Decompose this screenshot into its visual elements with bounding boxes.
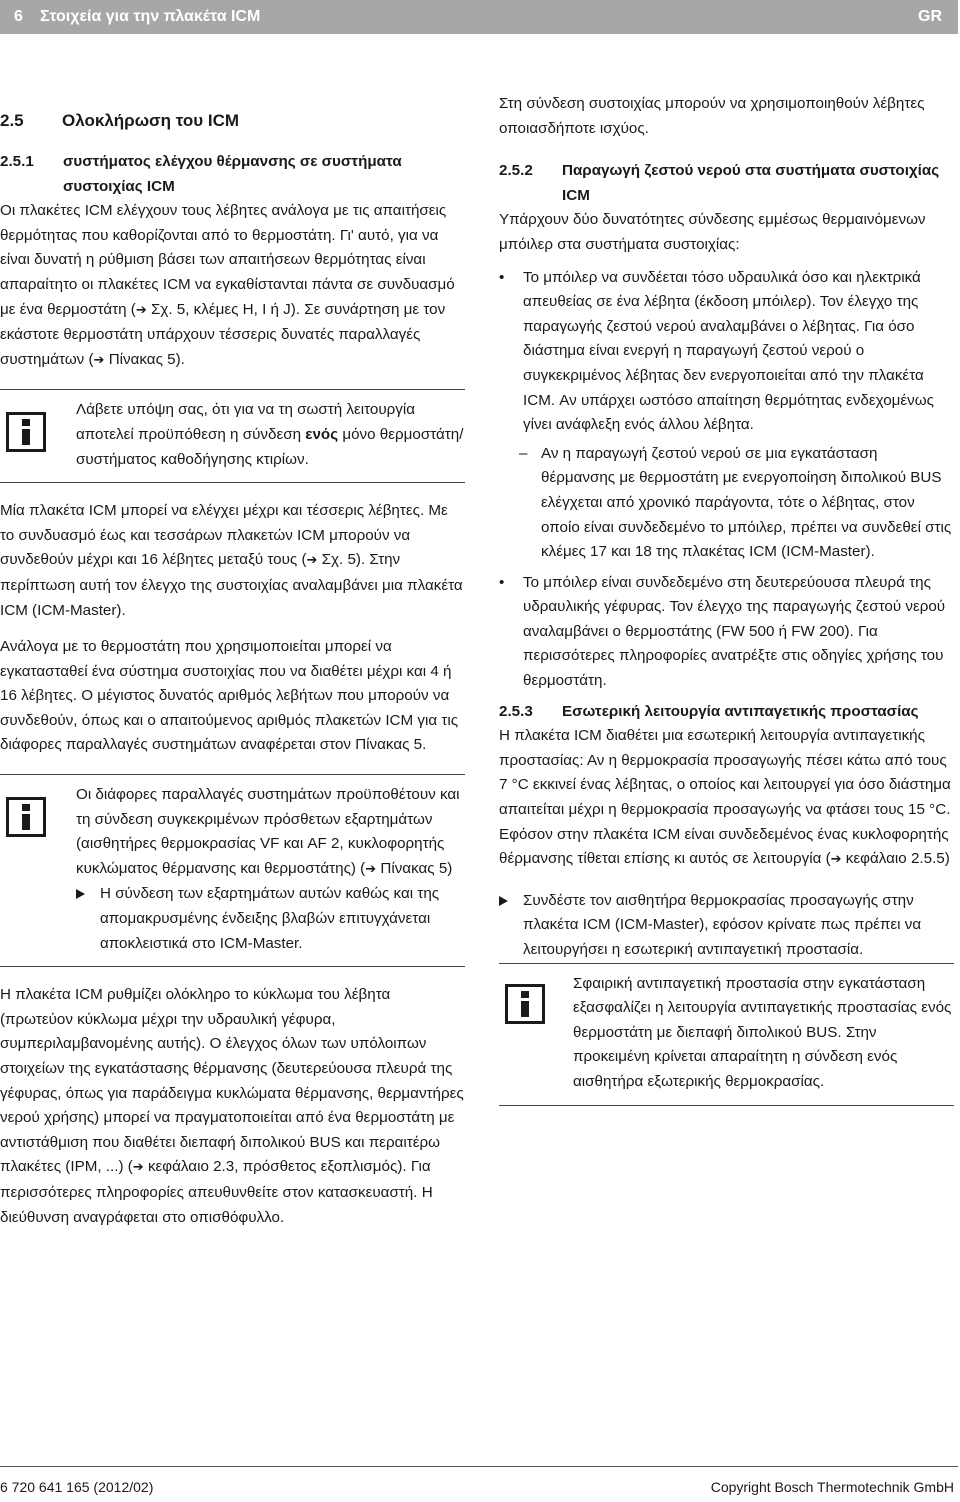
instruction-step: Η σύνδεση των εξαρτημάτων αυτών καθώς και της απομακρυσμένης ένδειξης βλαβών επιτυγχάνεται αποκλειστικά στο ICM-Master. bbox=[76, 882, 465, 956]
notice-text: Οι διάφορες παραλλαγές συστημάτων προϋποθέτουν και τη σύνδεση συγκεκριμένων πρόσθετων εξαρτημάτων (αισθητήρες θερμοκρασίας VF και AF 2, κυκλοφορητής κυκλώματος θέρμανσης και θερμοστάτης) (➔ Πίνακας 5) bbox=[76, 786, 460, 877]
paragraph-icm-thermostat: Οι πλακέτες ICM ελέγχουν τους λέβητες ανάλογα με τις απαιτήσεις θερμότητας που καθορίζονται από το θερμοστάτη. Γι' αυτό, για να είναι δυνατή η ρύθμιση βάσει των απαιτήσεων θερμότητας είναι απαραίτητο οι πλακέτες ICM να εγκαθίστανται πάντα σε συνδυασμό με ένα θερμοστάτη (➔ Σχ. 5, κλέμες H, I ή J). Σε συνάρτηση με τον εκάστοτε θερμοστάτη υπάρχουν τέσσερις δυνατές παραλλαγές συστημάτων (➔ Πίνακας 5). bbox=[0, 202, 455, 368]
subsection-title: συστήματος ελέγχου θέρμανσης σε συστήματα συστοιχίας ICM bbox=[63, 153, 402, 195]
step-triangle-icon bbox=[76, 889, 85, 899]
notice-accessories bbox=[0, 774, 465, 967]
notice-text: Λάβετε υπόψη σας, ότι για να τη σωστή λειτουργία αποτελεί προϋπόθεση η σύνδεση ενός μόνο θερμοστάτη/συστήματος καθοδήγησης κτιρίων. bbox=[76, 401, 464, 468]
page-number: 6 bbox=[14, 8, 23, 25]
paragraph-max-boilers: Μία πλακέτα ICM μπορεί να ελέγχει μέχρι και τέσσερις λέβητες. Με το συνδυασμό έως και τεσσάρων πλακετών ICM μπορούν να συνδεθούν μέχρι και 16 λέβητες μεταξύ τους (➔ Σχ. 5). Στην περίπτωση αυτή τον έλεγχο της συστοιχίας αναλαμβάνει μια πλακέτα ICM (ICM-Master). bbox=[0, 502, 463, 619]
paragraph-frost-protection: Η πλακέτα ICM διαθέτει μια εσωτερική λειτουργία αντιπαγετικής προστασίας: Αν η θερμοκρασία προσαγωγής πέσει κάτω από τους 7 °C εκκινεί ένας λέβητας, ο οποίος και λειτουργεί για όσο διάστημα απαιτείται μέχρι η θερμοκρασία προσαγωγής να φτάσει τους 15 °C. Εφόσον στην πλακέτα ICM είναι συνδεδεμένος ένας κυκλοφορητής θέρμανσης τίθεται επίσης κι αυτός σε λειτουργία (➔ κεφάλαιο 2.5.5) bbox=[499, 727, 951, 868]
bullet-marker: • bbox=[499, 573, 505, 591]
arrow-icon: ➔ bbox=[93, 352, 105, 368]
paragraph-icm-control: Η πλακέτα ICM ρυθμίζει ολόκληρο το κύκλωμα του λέβητα (πρωτεύον κύκλωμα μέχρι την υδραυλική γέφυρα, συμπεριλαμβανομένης αυτής). Ο έλεγχος όλων των υπόλοιπων στοιχείων της εγκατάστασης θέρμανσης (δευτερεύουσα πλευρά της γέφυρας, όπως για παράδειγμα κυκλώματα θέρμανσης, θερμαντήρες νερού χρήσης) μπορεί να πραγματοποιείται από ένα θερμοστάτη με αντιστάθμιση που διαθέτει διεπαφή διπολικού BUS και περαιτέρω πλακέτες (IPM, ...) (➔ κεφάλαιο 2.3, πρόσθετος εξοπλισμός). Για περισσότερες πληροφορίες απευθυνθείτε στον κατασκευαστή. Η διεύθυνση αναγράφεται στο οπισθόφυλλο. bbox=[0, 986, 464, 1226]
info-icon bbox=[6, 412, 46, 452]
list-item: • Το μπόιλερ είναι συνδεδεμένο στη δευτερεύουσα πλευρά της υδραυλικής γέφυρας. Τον έλεγχο της παραγωγής ζεστού νερού αναλαμβάνει ο θερμοστάτης (FW 500 ή FW 200). Για περισσότερες πληροφορίες ανατρέξτε στις οδηγίες χρήσης του θερμοστάτη. bbox=[499, 571, 954, 694]
paragraph-boiler-power: Στη σύνδεση συστοιχίας μπορούν να χρησιμοποιηθούν λέβητες οποιασδήποτε ισχύος. bbox=[499, 95, 925, 137]
arrow-icon: ➔ bbox=[365, 861, 377, 877]
notice-global-frost bbox=[499, 963, 954, 1106]
cylinder-options-list bbox=[499, 266, 954, 694]
subsection-heading-2-5-2 bbox=[499, 159, 954, 208]
section-number: 2.5 bbox=[0, 111, 24, 130]
notice-single-thermostat bbox=[0, 389, 465, 483]
language-code: GR bbox=[918, 8, 942, 25]
subsection-title: Εσωτερική λειτουργία αντιπαγετικής προστασίας bbox=[562, 702, 919, 720]
bullet-marker: • bbox=[499, 268, 505, 286]
step-triangle-icon bbox=[499, 896, 508, 906]
instruction-list bbox=[499, 889, 954, 963]
info-icon bbox=[6, 797, 46, 837]
arrow-icon: ➔ bbox=[135, 302, 147, 318]
subsection-heading-2-5-3 bbox=[499, 700, 954, 725]
left-column bbox=[0, 108, 465, 1230]
list-item: – Αν η παραγωγή ζεστού νερού σε μια εγκατάσταση θέρμανσης με θερμοστάτη με ενεργοποίηση διπολικού BUS ελέγχεται από χρονικό παράγοντα, τότε ο λέβητας, στον οποίο είναι συνδεδεμένο το μπόιλερ, πρέπει να συνδεθεί στις κλέμες 17 και 18 της πλακέτας ICM (ICM-Master). bbox=[499, 442, 954, 565]
paragraph-system-variants: Ανάλογα με το θερμοστάτη που χρησιμοποιείται μπορεί να εγκατασταθεί ένα σύστημα συστοιχίας που να διαθέτει μέχρι και 4 ή 16 λέβητες. Ο μέγιστος δυνατός αριθμός λεβήτων που μπορούν να συνδεθούν, όπως και ο απαιτούμενος αριθμός πλακετών ICM για τις διάφορες παραλλαγές συστημάτων αναφέρεται στον Πίνακας 5. bbox=[0, 638, 459, 754]
arrow-icon: ➔ bbox=[306, 553, 318, 569]
footer-divider bbox=[0, 1466, 958, 1467]
subsection-heading-2-5-1 bbox=[0, 150, 465, 199]
subsection-number: 2.5.3 bbox=[499, 702, 533, 720]
arrow-icon: ➔ bbox=[132, 1160, 144, 1176]
subsection-title: Παραγωγή ζεστού νερού στα συστήματα συστοιχίας ICM bbox=[562, 162, 940, 204]
notice-text: Σφαιρική αντιπαγετική προστασία στην εγκατάσταση εξασφαλίζει η λειτουργία αντιπαγετικής προστασίας ενός θερμοστάτη με διεπαφή διπολικού BUS. Στην προκειμένη κρίνεται απαραίτητη η σύνδεση ενός αισθητήρα εξωτερικής θερμοκρασίας. bbox=[573, 974, 952, 1090]
document-number: 6 720 641 165 (2012/02) bbox=[0, 1479, 154, 1495]
info-icon bbox=[505, 984, 545, 1024]
right-column bbox=[499, 92, 954, 1106]
list-item: • Το μπόιλερ να συνδέεται τόσο υδραυλικά όσο και ηλεκτρικά απευθείας σε ένα λέβητα (έκδοση μπόιλερ). Τον έλεγχο της παραγωγής ζεστού νερού αναλαμβάνει ο λέβητας. Για όσο διάστημα είναι ενεργή η παραγωγή ζεστού νερού ο συγκεκριμένος λέβητας δεν ενεργοποιείται από την πλακέτα ICM. Αν υπάρχει ωστόσο απαίτηση θερμότητας ενδεχομένως γίνει ανάφλεξη ενός άλλου λέβητα. – Αν η παραγωγή ζεστού νερού σε μια εγκατάσταση θέρμανσης με θερμοστάτη με ενεργοποίηση διπολικού BUS ελέγχεται από χρονικό παράγοντα, τότε ο λέβητας, στον οποίο είναι συνδεδεμένο το μπόιλερ, πρέπει να συνδεθεί στις κλέμες 17 και 18 της πλακέτας ICM (ICM-Master). bbox=[499, 266, 954, 565]
copyright: Copyright Bosch Thermotechnik GmbH bbox=[710, 1479, 954, 1495]
dash-marker: – bbox=[519, 444, 528, 462]
section-title: Ολοκλήρωση του ICM bbox=[62, 111, 240, 130]
subsection-number: 2.5.2 bbox=[499, 162, 533, 180]
subsection-number: 2.5.1 bbox=[0, 153, 34, 170]
instruction-step: Συνδέστε τον αισθητήρα θερμοκρασίας προσαγωγής στην πλακέτα ICM (ICM-Master), εφόσον κρίνατε πως πρέπει να λειτουργήσει η εσωτερική αντιπαγετική προστασία. bbox=[499, 889, 954, 963]
paragraph-cylinder-options: Υπάρχουν δύο δυνατότητες σύνδεσης εμμέσως θερμαινόμενων μπόιλερ στα συστήματα συστοιχίας: bbox=[499, 211, 926, 253]
arrow-icon: ➔ bbox=[830, 852, 842, 868]
section-heading-2-5 bbox=[0, 108, 465, 134]
chapter-title: Στοιχεία για την πλακέτα ICM bbox=[40, 8, 261, 25]
page-header bbox=[0, 0, 958, 34]
